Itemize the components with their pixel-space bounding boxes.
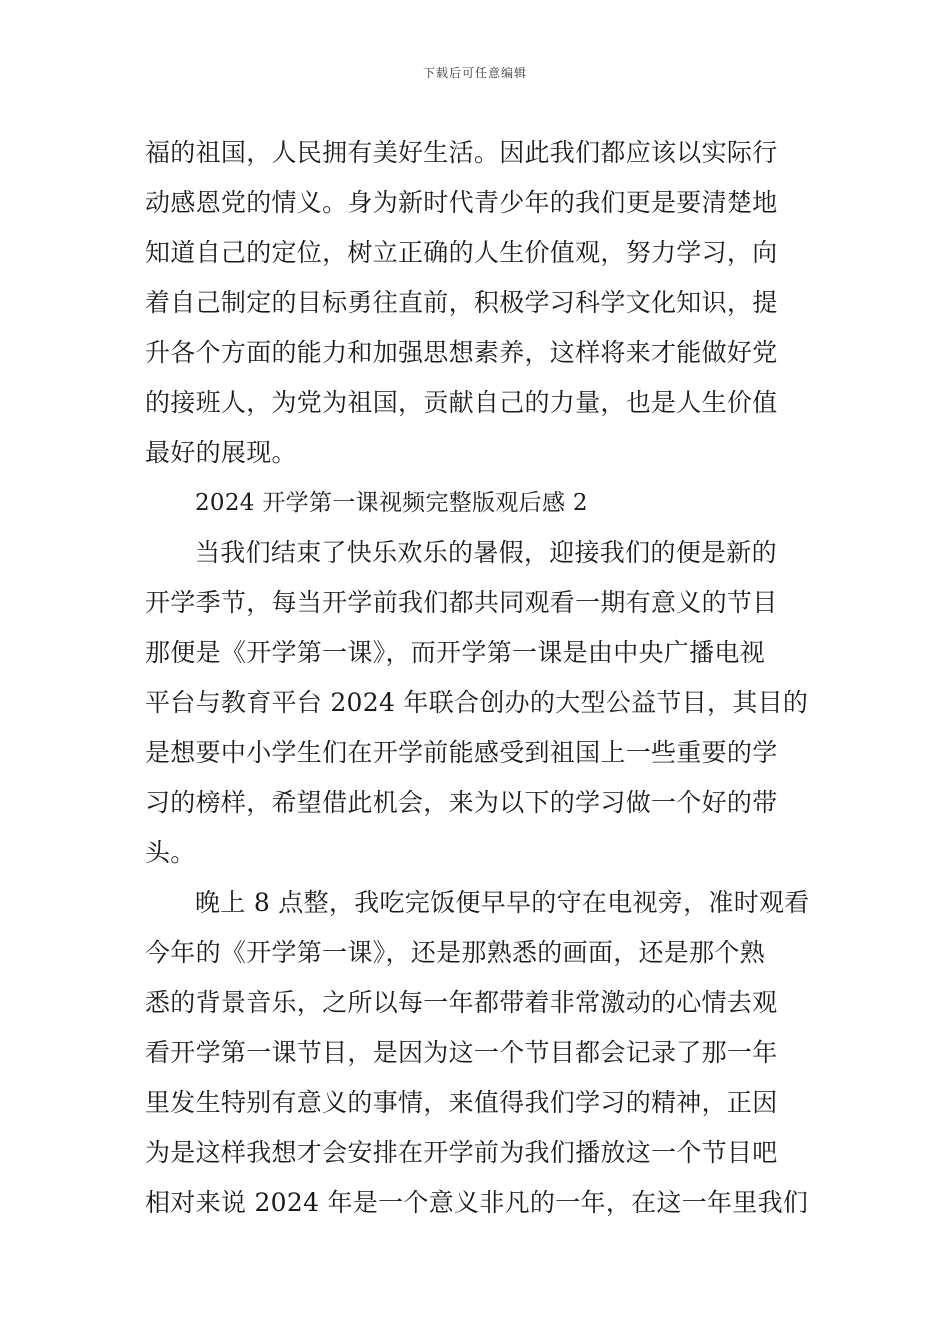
text-line: 开学季节，每当开学前我们都共同观看一期有意义的节目 xyxy=(145,588,778,617)
document-body xyxy=(145,128,810,1228)
text-line: 看开学第一课节目，是因为这一个节目都会记录了那一年 xyxy=(145,1038,778,1067)
text-line: 着自己制定的目标勇往直前，积极学习科学文化知识，提 xyxy=(145,288,778,317)
text-line: 晚上 8 点整，我吃完饭便早早的守在电视旁，准时观看 xyxy=(195,888,810,917)
text-line: 的接班人，为党为祖国，贡献自己的力量，也是人生价值 xyxy=(145,388,778,417)
text-line: 平台与教育平台 2024 年联合创办的大型公益节目，其目的 xyxy=(145,688,809,717)
text-line: 里发生特别有意义的事情，来值得我们学习的精神，正因 xyxy=(145,1088,778,1117)
text-line: 为是这样我想才会安排在开学前为我们播放这一个节目吧 xyxy=(145,1138,778,1167)
text-line: 今年的《开学第一课》，还是那熟悉的画面，还是那个熟 xyxy=(145,938,766,967)
text-line: 悉的背景音乐，之所以每一年都带着非常激动的心情去观 xyxy=(145,988,778,1017)
text-line: 那便是《开学第一课》，而开学第一课是由中央广播电视 xyxy=(145,638,766,667)
text-line: 是想要中小学生们在开学前能感受到祖国上一些重要的学 xyxy=(145,738,778,767)
text-line: 动感恩党的情义。身为新时代青少年的我们更是要清楚地 xyxy=(145,188,778,217)
text-line: 头。 xyxy=(145,838,196,867)
text-line: 福的祖国，人民拥有美好生活。因此我们都应该以实际行 xyxy=(145,138,778,167)
text-line: 最好的展现。 xyxy=(145,438,297,467)
text-line: 升各个方面的能力和加强思想素养，这样将来才能做好党 xyxy=(145,338,778,367)
text-line: 知道自己的定位，树立正确的人生价值观，努力学习，向 xyxy=(145,238,778,267)
text-line: 当我们结束了快乐欢乐的暑假，迎接我们的便是新的 xyxy=(195,538,777,567)
section-heading: 2024 开学第一课视频完整版观后感 2 xyxy=(195,490,588,516)
text-line: 习的榜样，希望借此机会，来为以下的学习做一个好的带 xyxy=(145,788,778,817)
page-header-note: 下载后可任意编辑 xyxy=(422,66,527,80)
text-line: 相对来说 2024 年是一个意义非凡的一年，在这一年里我们 xyxy=(145,1188,809,1217)
